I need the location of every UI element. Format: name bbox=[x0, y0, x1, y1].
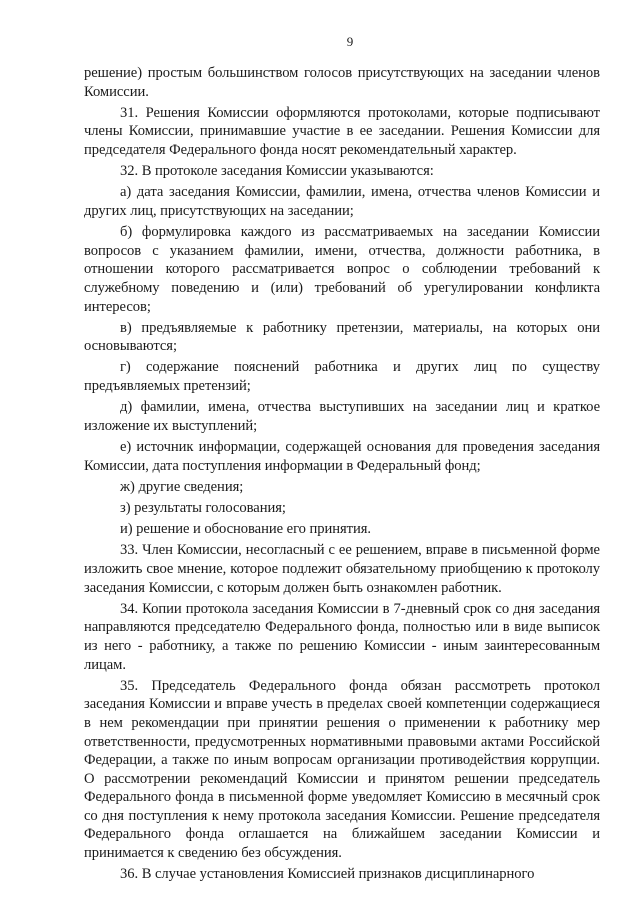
paragraph-32-v: в) предъявляемые к работнику претензии, материалы, на которых они основываются; bbox=[84, 319, 600, 355]
paragraph-32-i: и) решение и обоснование его принятия. bbox=[120, 521, 372, 538]
page-number: 9 bbox=[346, 34, 354, 49]
paragraph-35: 35. Председатель Федерального фонда обязан рассмотреть протокол заседания Комиссии и вправе учесть в пределах своей компетенции содержащиеся в нем рекомендации при принятии решения о применении к работнику мер ответственности, предусмотренных нормативными правовыми актами Российской Федерации, а также по иным вопросам организации противодействия коррупции. О рассмотрении рекомендаций Комиссии и принятом решении председатель Федерального фонда в письменной форме уведомляет Комиссию в месячный срок со дня поступления к нему протокола заседания Комиссии. Решение председателя Федерального фонда оглашается на ближайшем заседании Комиссии и принимается к сведению без обсуждения. bbox=[84, 677, 600, 862]
paragraph-32-z: з) результаты голосования; bbox=[120, 500, 286, 516]
paragraph-32: 32. В протоколе заседания Комиссии указываются: bbox=[120, 163, 434, 180]
paragraph-32-g: г) содержание пояснений работника и других лиц по существу предъявляемых претензий; bbox=[84, 359, 600, 395]
paragraph-33: 33. Член Комиссии, несогласный с ее решением, вправе в письменной форме изложить свое мнение, которое подлежит обязательному приобщению к протоколу заседания Комиссии, с которым должен быть ознакомлен работник. bbox=[84, 542, 600, 596]
paragraph-32-zh: ж) другие сведения; bbox=[120, 478, 244, 495]
paragraph-36: 36. В случае установления Комиссией признаков дисциплинарного bbox=[120, 866, 535, 883]
paragraph-31: 31. Решения Комиссии оформляются протоколами, которые подписывают члены Комиссии, принимавшие участие в ее заседании. Решения Комиссии для председателя Федерального фонда носят рекомендательный характер. bbox=[84, 104, 600, 158]
paragraph-continuation: решение) простым большинством голосов присутствующих на заседании членов Комиссии. bbox=[84, 65, 600, 100]
paragraph-32-d: д) фамилии, имена, отчества выступивших на заседании лиц и краткое изложение их выступлений; bbox=[84, 399, 600, 434]
paragraph-32-a: а) дата заседания Комиссии, фамилии, имена, отчества членов Комиссии и других лиц, присутствующих на заседании; bbox=[84, 184, 600, 219]
paragraph-32-b: б) формулировка каждого из рассматриваемых на заседании Комиссии вопросов с указанием фамилии, имени, отчества, должности работника, в отношении которого рассматривается вопрос о соблюдении требований к служебному поведению и (или) требований об урегулировании конфликта интересов; bbox=[84, 224, 600, 315]
paragraph-34: 34. Копии протокола заседания Комиссии в 7-дневный срок со дня заседания направляются председателю Федерального фонда, полностью или в виде выписок из него - работнику, а также по решению Комиссии - иным заинтересованным лицам. bbox=[84, 600, 600, 673]
paragraph-32-e: е) источник информации, содержащей основания для проведения заседания Комиссии, дата поступления информации в Федеральный фонд; bbox=[84, 439, 600, 474]
